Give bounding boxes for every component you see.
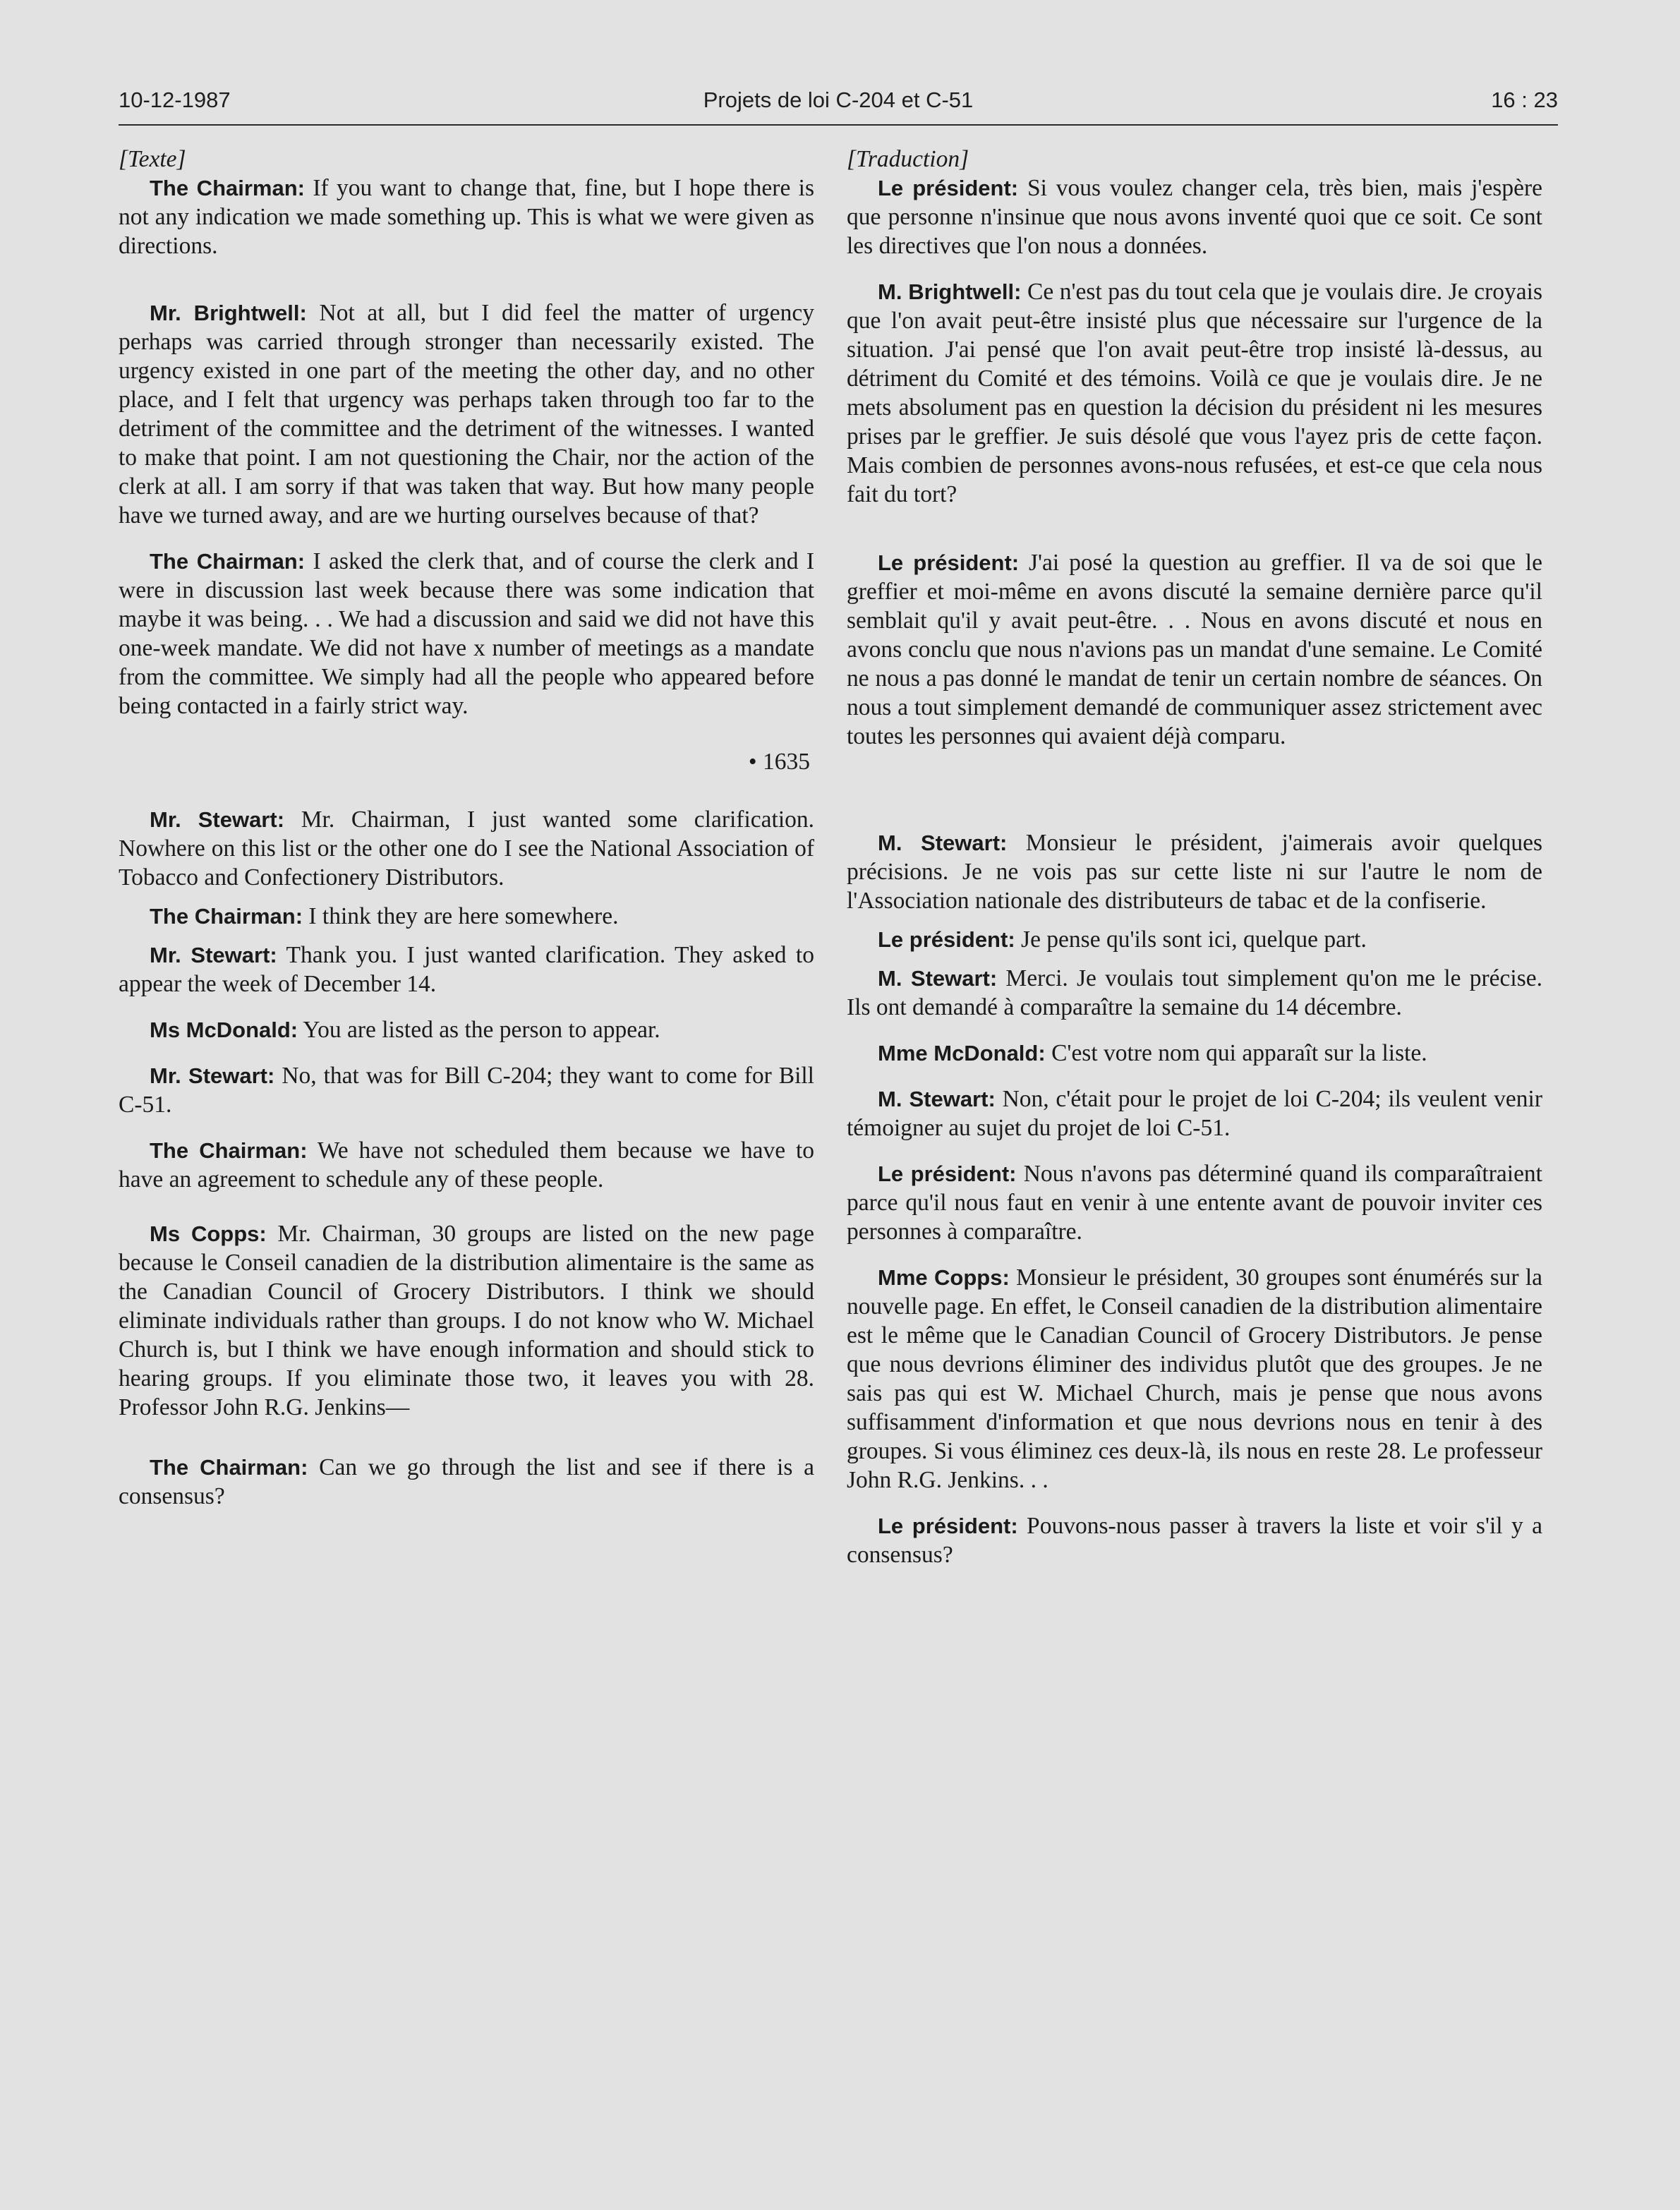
speaker-name: M. Stewart: xyxy=(878,1087,996,1111)
paragraph-text: No, that was for Bill C-204; they want to come for Bill C-51. xyxy=(119,1063,814,1118)
paragraph-text: Can we go through the list and see if there is a consensus? xyxy=(119,1454,814,1509)
speaker-name: The Chairman: xyxy=(150,176,305,200)
speaker-name: Ms McDonald: xyxy=(150,1018,298,1042)
paragraph xyxy=(119,941,814,998)
speaker-name: Ms Copps: xyxy=(150,1221,267,1246)
paragraph xyxy=(847,277,1542,509)
speaker-name: M. Stewart: xyxy=(878,966,998,991)
header-date: 10-12-1987 xyxy=(119,87,231,112)
paragraph-text: Monsieur le président, 30 groupes sont énumérés sur la nouvelle page. En effet, le Conseil canadien de la distribution alimentaire est le même que le Canadian Council of Grocery Distributors. Je pense que nous devrions éliminer des individus plutôt que des groupes. Je ne sais pas qui est W. Michael Church, mais je pense que nous avons suffisamment d'information et que nous devrions nous en tenir à des groupes. Si vous éliminez ces deux-là, ils nous en reste 28. Le professeur John R.G. Jenkins. . . xyxy=(847,1264,1543,1493)
paragraph-text: Non, c'était pour le projet de loi C-204; ils veulent venir témoigner au sujet du projet de loi C-51. xyxy=(847,1086,1542,1141)
paragraph xyxy=(847,1263,1542,1495)
speaker-name: The Chairman: xyxy=(150,1138,308,1163)
paragraph-text: Merci. Je voulais tout simplement qu'on me le précise. Ils ont demandé à comparaître la semaine du 14 décembre. xyxy=(847,965,1542,1020)
paragraph-text: Pouvons-nous passer à travers la liste et voir s'il y a consensus? xyxy=(847,1513,1542,1568)
paragraph xyxy=(847,1085,1542,1142)
paragraph-text: Mr. Chairman, I just wanted some clarification. Nowhere on this list or the other one do I see the National Association of Tobacco and Confectionery Distributors. xyxy=(119,807,814,890)
paragraph-text: I think they are here somewhere. xyxy=(303,903,619,929)
paragraph xyxy=(847,1511,1542,1569)
paragraph-text: Monsieur le président, j'aimerais avoir quelques précisions. Je ne vois pas sur cette liste ni sur l'autre le nom de l'Association nationale des distributeurs de tabac et de la confiserie. xyxy=(847,830,1542,914)
paragraph-text: We have not scheduled them because we have to have an agreement to schedule any of these people. xyxy=(119,1137,814,1192)
speaker-name: The Chairman: xyxy=(150,904,303,929)
english-column xyxy=(119,145,814,1540)
paragraph-text: If you want to change that, fine, but I hope there is not any indication we made something up. This is what we were given as directions. xyxy=(119,175,815,259)
paragraph xyxy=(119,902,814,931)
speaker-name: Mr. Brightwell: xyxy=(150,301,307,325)
speaker-name: The Chairman: xyxy=(150,1455,308,1480)
paragraph-text: Si vous voulez changer cela, très bien, mais j'espère que personne n'insinue que nous avons inventé quoi que ce soit. Ce sont les directives que l'on nous a données. xyxy=(847,175,1542,259)
paragraph xyxy=(119,1219,814,1422)
section-tag: [Traduction] xyxy=(847,146,969,172)
paragraph xyxy=(119,1136,814,1194)
speaker-name: The Chairman: xyxy=(150,549,306,574)
speaker-name: Le président: xyxy=(878,1514,1018,1538)
paragraph xyxy=(847,548,1542,751)
speaker-name: M. Brightwell: xyxy=(878,279,1022,304)
speaker-name: Mr. Stewart: xyxy=(150,943,277,967)
speaker-name: Le président: xyxy=(878,927,1015,952)
paragraph xyxy=(119,547,814,720)
paragraph xyxy=(847,1039,1542,1068)
paragraph-text: Nous n'avons pas déterminé quand ils comparaîtraient parce qu'il nous faut en venir à une entente avant de pouvoir inviter ces personnes à comparaître. xyxy=(847,1161,1542,1245)
paragraph xyxy=(119,174,814,260)
french-column xyxy=(847,145,1542,1598)
speaker-name: Le président: xyxy=(878,1161,1017,1186)
paragraph-text: Ce n'est pas du tout cela que je voulais dire. Je croyais que l'on avait peut-être insisté plus que nécessaire sur l'urgence de la situation. J'ai pensé que l'on avait peut-être trop insisté là-dessus, au détriment du Comité et des témoins. Voilà ce que je voulais dire. Je ne mets absolument pas en question la décision du président ni les mesures prises par le greffier. Je suis désolé que vous l'ayez pris de cette façon. Mais combien de personnes avons-nous refusées, et est-ce que cela nous fait du tort? xyxy=(847,279,1542,507)
speaker-name: M. Stewart: xyxy=(878,831,1008,855)
paragraph xyxy=(847,925,1542,954)
section-tag: [Texte] xyxy=(119,146,186,172)
paragraph xyxy=(119,1453,814,1511)
paragraph-text: Je pense qu'ils sont ici, quelque part. xyxy=(1015,926,1367,953)
paragraph-text: Not at all, but I did feel the matter of urgency perhaps was carried through stronger than necessarily existed. The urgency existed in one part of the meeting the other day, and no other place, and I felt that urgency was perhaps taken through too far to the detriment of the committee and the detriment of the witnesses. I wanted to make that point. I am not questioning the Chair, nor the action of the clerk at all. I am sorry if that was taken that way. But how many people have we turned away, and are we hurting ourselves because of that? xyxy=(119,300,814,529)
paragraph-text: I asked the clerk that, and of course the clerk and I were in discussion last week because there was some indication that maybe it was being. . . We had a discussion and said we did not have this one-week mandate. We did not have x number of meetings as a mandate from the committee. We simply had all the people who appeared before being contacted in a fairly strict way. xyxy=(119,548,815,719)
paragraph xyxy=(847,174,1542,260)
header-rule xyxy=(119,124,1558,126)
speaker-name: Mr. Stewart: xyxy=(150,1063,275,1088)
page-number: 16 : 23 xyxy=(1491,87,1558,112)
timestamp: • 1635 xyxy=(748,749,810,775)
paragraph-text: C'est votre nom qui apparaît sur la liste. xyxy=(1045,1040,1427,1066)
speaker-name: Mme Copps: xyxy=(878,1265,1010,1290)
speaker-name: Le président: xyxy=(878,550,1020,575)
speaker-name: Le président: xyxy=(878,176,1019,200)
paragraph xyxy=(119,1061,814,1119)
page-header xyxy=(119,83,1558,126)
paragraph-text: J'ai posé la question au greffier. Il va de soi que le greffier et moi-même en avons discuté la semaine dernière parce qu'il semblait qu'il y avait peut-être. . . Nous en avons discuté et nous en avons conclu que nous n'avions pas un mandat d'une semaine. Le Comité ne nous a pas donné le mandat de tenir un certain nombre de séances. On nous a tout simplement demandé de communiquer assez strictement avec toutes les personnes qui avaient déjà comparu. xyxy=(847,550,1542,749)
paragraph xyxy=(847,828,1542,915)
paragraph xyxy=(119,1015,814,1044)
paragraph xyxy=(847,964,1542,1022)
speaker-name: Mr. Stewart: xyxy=(150,807,285,832)
paragraph-text: You are listed as the person to appear. xyxy=(298,1017,660,1043)
paragraph xyxy=(119,298,814,530)
speaker-name: Mme McDonald: xyxy=(878,1041,1046,1065)
paragraph xyxy=(119,805,814,892)
paragraph xyxy=(847,1159,1542,1246)
paragraph-text: Thank you. I just wanted clarification. They asked to appear the week of December 14. xyxy=(119,942,814,997)
paragraph-text: Mr. Chairman, 30 groups are listed on the new page because le Conseil canadien de la distribution alimentaire is the same as the Canadian Council of Grocery Distributors. I think we should eliminate individuals rather than groups. I do not know who W. Michael Church is, but I think we have enough information and should stick to hearing groups. If you eliminate those two, it leaves you with 28. Professor John R.G. Jenkins— xyxy=(119,1221,814,1420)
header-title: Projets de loi C-204 et C-51 xyxy=(703,87,974,112)
